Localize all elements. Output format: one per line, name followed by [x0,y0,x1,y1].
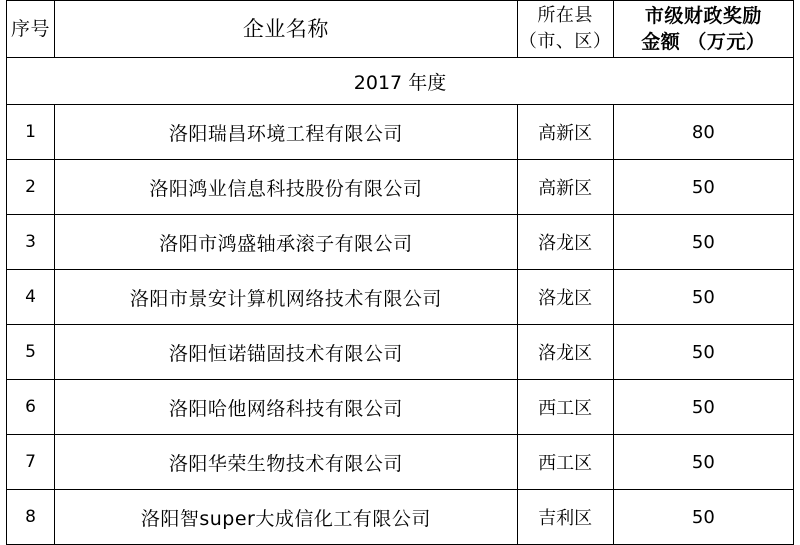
cell-company-name: 洛阳华荣生物技术有限公司 [55,435,518,490]
table-row [7,380,794,435]
table-header-row [7,1,794,58]
cell-district: 高新区 [517,160,613,215]
header-amount-line1: 市级财政奖励 [644,5,762,27]
header-cell-district [517,1,613,58]
header-district-line2: （市、区） [518,31,612,52]
table-row [7,160,794,215]
table-row [7,270,794,325]
cell-district: 吉利区 [517,490,613,545]
table-row [7,215,794,270]
cell-company-name: 洛阳哈他网络科技有限公司 [55,380,518,435]
cell-district: 高新区 [517,105,613,160]
cell-amount: 50 [613,160,793,215]
year-band-cell: 2017 年度 [7,58,794,105]
table-row [7,105,794,160]
cell-amount: 50 [613,435,793,490]
cell-district: 洛龙区 [517,325,613,380]
cell-seq: 2 [7,160,55,215]
table-row [7,490,794,545]
table-clip-region [6,0,794,545]
cell-company-name: 洛阳瑞昌环境工程有限公司 [55,105,518,160]
award-table [6,0,794,545]
cell-company-name: 洛阳智super大成信化工有限公司 [55,490,518,545]
cell-district: 洛龙区 [517,215,613,270]
cell-district: 洛龙区 [517,270,613,325]
cell-company-name: 洛阳市鸿盛轴承滚子有限公司 [55,215,518,270]
cell-amount: 50 [613,380,793,435]
header-cell-name: 企业名称 [55,1,518,58]
cell-seq: 7 [7,435,55,490]
cell-seq: 4 [7,270,55,325]
table-row [7,435,794,490]
cell-seq: 5 [7,325,55,380]
year-band-row [7,58,794,105]
cell-amount: 50 [613,215,793,270]
cell-amount: 50 [613,490,793,545]
cell-seq: 6 [7,380,55,435]
cell-district: 西工区 [517,435,613,490]
cell-company-name: 洛阳恒诺锚固技术有限公司 [55,325,518,380]
cell-district: 西工区 [517,380,613,435]
header-district-line1: 所在县 [537,5,593,26]
cell-amount: 50 [613,325,793,380]
cell-company-name: 洛阳市景安计算机网络技术有限公司 [55,270,518,325]
table-body [7,1,794,545]
table-row [7,325,794,380]
cell-company-name: 洛阳鸿业信息科技股份有限公司 [55,160,518,215]
header-cell-seq: 序号 [7,1,55,58]
header-cell-amount [613,1,793,58]
cell-seq: 1 [7,105,55,160]
header-amount-line2: 金额 （万元） [641,31,766,53]
cell-amount: 50 [613,270,793,325]
cell-amount: 80 [613,105,793,160]
cell-seq: 3 [7,215,55,270]
cell-seq: 8 [7,490,55,545]
